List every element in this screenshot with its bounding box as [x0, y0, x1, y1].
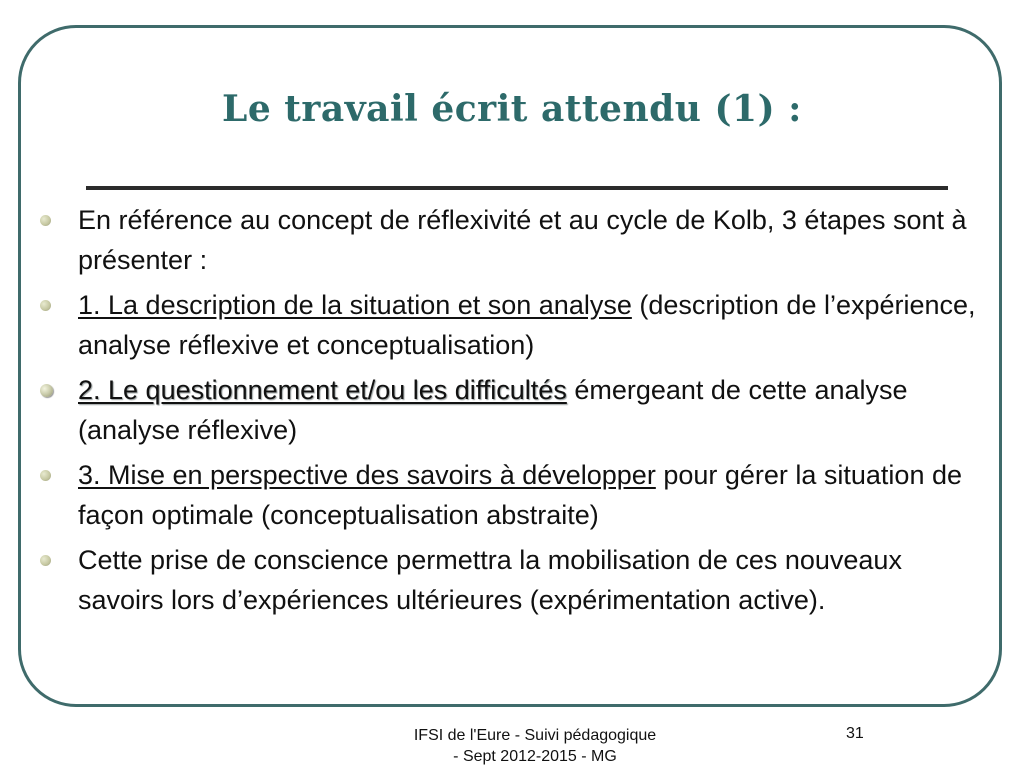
footer-line-2: - Sept 2012-2015 - MG: [453, 748, 617, 765]
slide-title: Le travail écrit attendu (1) :: [222, 88, 802, 130]
bullet-item-conclusion: [40, 540, 990, 620]
bullet-text: Cette prise de conscience permettra la mobilisation de ces nouveaux savoirs lors d’expériences ultérieures (expérimentation active).: [78, 545, 902, 615]
bullet-underlined-text: 3. Mise en perspective des savoirs à développer: [78, 460, 656, 490]
bullet-underlined-text: 2. Le questionnement et/ou les difficultés: [78, 375, 567, 405]
bullet-text: En référence au concept de réflexivité et au cycle de Kolb, 3 étapes sont à présenter :: [78, 205, 967, 275]
bullet-item-step-3: [40, 455, 990, 535]
bullet-item-step-1: [40, 285, 990, 365]
bullet-text: émergeant de cette analyse (analyse réflexive): [78, 375, 908, 445]
bullet-list: [40, 200, 990, 625]
footer-line-1: IFSI de l'Eure - Suivi pédagogique: [413, 727, 657, 744]
bullet-icon: [40, 470, 51, 481]
bullet-icon: [40, 215, 51, 226]
slide-footer: [380, 725, 690, 767]
bullet-item-intro: [40, 200, 990, 280]
bullet-icon: [40, 555, 51, 566]
bullet-underlined-text: 1. La description de la situation et son analyse: [78, 290, 632, 320]
bullet-text: pour gérer la situation de façon optimale (conceptualisation abstraite): [78, 460, 963, 530]
bullet-icon: [40, 300, 51, 311]
bullet-text: (description de l’expérience, analyse réflexive et conceptualisation): [78, 290, 976, 360]
bullet-icon: [40, 384, 53, 397]
page-number: 31: [846, 725, 864, 742]
title-divider: [86, 186, 948, 190]
bullet-item-step-2: [40, 370, 990, 450]
